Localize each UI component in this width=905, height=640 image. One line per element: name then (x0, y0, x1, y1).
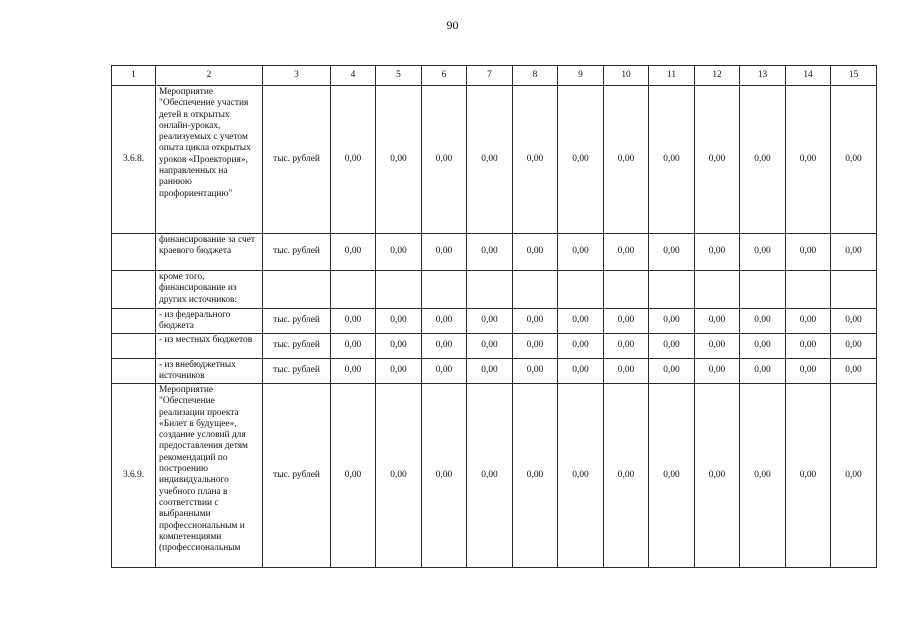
value-cell: 0,00 (376, 384, 422, 568)
budget-table (111, 65, 877, 568)
value-cell: 0,00 (831, 359, 877, 384)
value-cell: 0,00 (331, 334, 376, 359)
row-code: 3.6.9. (112, 384, 156, 568)
row-name: - из внебюджетных источников (156, 359, 263, 384)
row-unit: тыс. рублей (263, 334, 331, 359)
value-cell (831, 271, 877, 309)
row-unit: тыс. рублей (263, 309, 331, 334)
value-cell: 0,00 (376, 309, 422, 334)
row-unit: тыс. рублей (263, 234, 331, 271)
value-cell (331, 271, 376, 309)
value-cell: 0,00 (376, 359, 422, 384)
value-cell: 0,00 (649, 384, 695, 568)
row-code (112, 359, 156, 384)
value-cell: 0,00 (604, 334, 649, 359)
value-cell: 0,00 (376, 86, 422, 234)
value-cell: 0,00 (467, 309, 513, 334)
value-cell: 0,00 (831, 384, 877, 568)
value-cell: 0,00 (786, 86, 831, 234)
row-code (112, 334, 156, 359)
row-name: финансирование за счет краевого бюджета (156, 234, 263, 271)
column-number: 8 (513, 66, 558, 86)
column-number: 10 (604, 66, 649, 86)
value-cell: 0,00 (422, 309, 467, 334)
value-cell: 0,00 (695, 234, 740, 271)
row-unit: тыс. рублей (263, 359, 331, 384)
value-cell: 0,00 (831, 234, 877, 271)
row-name: кроме того, финансирование из других источников: (156, 271, 263, 309)
value-cell: 0,00 (786, 309, 831, 334)
value-cell: 0,00 (513, 359, 558, 384)
value-cell: 0,00 (376, 234, 422, 271)
row-unit (263, 271, 331, 309)
value-cell: 0,00 (695, 86, 740, 234)
column-number: 1 (112, 66, 156, 86)
value-cell: 0,00 (649, 86, 695, 234)
table-row (112, 234, 877, 271)
value-cell (786, 271, 831, 309)
value-cell: 0,00 (649, 334, 695, 359)
row-code (112, 234, 156, 271)
value-cell: 0,00 (331, 384, 376, 568)
value-cell: 0,00 (786, 334, 831, 359)
value-cell: 0,00 (331, 234, 376, 271)
value-cell: 0,00 (604, 384, 649, 568)
value-cell: 0,00 (331, 86, 376, 234)
row-name: Мероприятие "Обеспечение реализации проекта «Билет в будущее», создание условий для предоставления детям рекомендаций по построению индивидуального учебного плана в соответствии с выбранными профессиональным и компетенциями (профессиональным (156, 384, 263, 568)
value-cell: 0,00 (786, 359, 831, 384)
table-row (112, 86, 877, 234)
value-cell: 0,00 (513, 334, 558, 359)
value-cell: 0,00 (558, 234, 604, 271)
value-cell: 0,00 (740, 234, 786, 271)
value-cell: 0,00 (331, 359, 376, 384)
value-cell: 0,00 (740, 334, 786, 359)
value-cell: 0,00 (604, 234, 649, 271)
value-cell: 0,00 (467, 359, 513, 384)
value-cell: 0,00 (331, 309, 376, 334)
column-number: 11 (649, 66, 695, 86)
value-cell: 0,00 (558, 359, 604, 384)
value-cell: 0,00 (831, 309, 877, 334)
header-row (112, 66, 877, 86)
value-cell: 0,00 (467, 334, 513, 359)
row-name: - из федерального бюджета (156, 309, 263, 334)
column-number: 5 (376, 66, 422, 86)
value-cell: 0,00 (649, 309, 695, 334)
value-cell: 0,00 (695, 384, 740, 568)
value-cell: 0,00 (513, 309, 558, 334)
value-cell: 0,00 (558, 309, 604, 334)
value-cell: 0,00 (467, 384, 513, 568)
value-cell (558, 271, 604, 309)
value-cell: 0,00 (558, 334, 604, 359)
row-name: - из местных бюджетов (156, 334, 263, 359)
value-cell: 0,00 (604, 309, 649, 334)
value-cell: 0,00 (422, 384, 467, 568)
column-number: 4 (331, 66, 376, 86)
column-number: 15 (831, 66, 877, 86)
value-cell: 0,00 (740, 359, 786, 384)
column-number: 7 (467, 66, 513, 86)
value-cell (740, 271, 786, 309)
column-number: 2 (156, 66, 263, 86)
value-cell: 0,00 (376, 334, 422, 359)
value-cell: 0,00 (740, 309, 786, 334)
value-cell: 0,00 (786, 384, 831, 568)
value-cell: 0,00 (422, 359, 467, 384)
value-cell: 0,00 (604, 359, 649, 384)
value-cell (467, 271, 513, 309)
value-cell: 0,00 (422, 334, 467, 359)
column-number: 6 (422, 66, 467, 86)
value-cell (604, 271, 649, 309)
value-cell: 0,00 (695, 359, 740, 384)
value-cell: 0,00 (467, 234, 513, 271)
value-cell: 0,00 (695, 334, 740, 359)
table-row (112, 384, 877, 568)
row-unit: тыс. рублей (263, 86, 331, 234)
value-cell: 0,00 (513, 234, 558, 271)
value-cell (513, 271, 558, 309)
value-cell: 0,00 (604, 86, 649, 234)
row-code (112, 309, 156, 334)
value-cell: 0,00 (422, 234, 467, 271)
value-cell: 0,00 (422, 86, 467, 234)
table-row (112, 359, 877, 384)
value-cell: 0,00 (513, 86, 558, 234)
column-number: 14 (786, 66, 831, 86)
value-cell: 0,00 (467, 86, 513, 234)
value-cell: 0,00 (558, 86, 604, 234)
row-name: Мероприятие "Обеспечение участия детей в открытых онлайн-уроках, реализуемых с учетом опыта цикла открытых уроков «Проектория», направленных на раннюю профориентацию" (156, 86, 263, 234)
value-cell: 0,00 (649, 359, 695, 384)
column-number: 3 (263, 66, 331, 86)
value-cell (376, 271, 422, 309)
column-number: 13 (740, 66, 786, 86)
value-cell: 0,00 (558, 384, 604, 568)
value-cell: 0,00 (831, 334, 877, 359)
row-unit: тыс. рублей (263, 384, 331, 568)
value-cell: 0,00 (649, 234, 695, 271)
value-cell: 0,00 (740, 86, 786, 234)
table-row (112, 271, 877, 309)
column-number: 12 (695, 66, 740, 86)
table-row (112, 334, 877, 359)
value-cell (649, 271, 695, 309)
value-cell: 0,00 (740, 384, 786, 568)
row-code (112, 271, 156, 309)
value-cell: 0,00 (831, 86, 877, 234)
page-number: 90 (446, 18, 459, 32)
row-code: 3.6.8. (112, 86, 156, 234)
value-cell: 0,00 (695, 309, 740, 334)
value-cell: 0,00 (513, 384, 558, 568)
column-number: 9 (558, 66, 604, 86)
value-cell (422, 271, 467, 309)
value-cell (695, 271, 740, 309)
table-row (112, 309, 877, 334)
value-cell: 0,00 (786, 234, 831, 271)
